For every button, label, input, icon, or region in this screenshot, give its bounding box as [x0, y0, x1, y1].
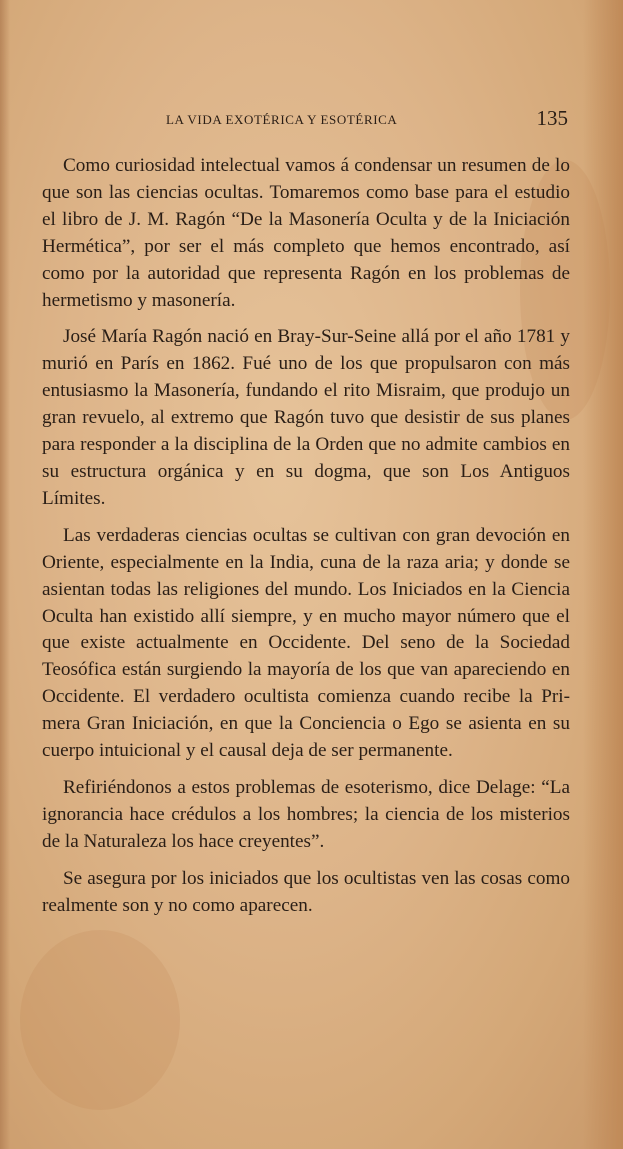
paragraph: Como curiosidad intelectual vamos á condensar un resumen de lo que son las ciencias ocultas. Tomaremos como base para el estudio el libro de J. M. Ragón “De la Masonería Oculta y de la Iniciación Hermética”, por ser el más completo que hemos encontrado, así como por la autoridad que representa Ragón en los problemas de hermetismo y masonería.	[42, 155, 570, 311]
running-head	[60, 104, 570, 130]
paragraph: Las verdaderas ciencias ocultas se cultivan con gran devoción en Oriente, especialmente en la India, cuna de la raza aria; y donde se asientan todas las religiones del mundo. Los Iniciados en la Ciencia Oculta han existido allí siempre, y en mucho mayor número que el que existe actualmente en Occidente. Del seno de la Sociedad Teosófica están surgiendo la mayoría de los que van apareciendo en Occidente. El verdadero ocultista comienza cuando recibe la Primera Gran Iniciación, en que la Conciencia o Ego se asienta en su cuerpo intuicional y el causal deja de ser permanente.	[42, 524, 570, 762]
page-number: 135	[536, 106, 568, 130]
page-edge-left	[0, 0, 10, 1149]
page-edge-right	[583, 0, 623, 1149]
paragraph: Se asegura por los iniciados que los ocultistas ven las cosas como realmente son y no como aparecen.	[42, 867, 570, 916]
paragraph: Refiriéndonos a estos problemas de esoterismo, dice Delage: “La ignorancia hace crédulos a los hombres; la ciencia de los misterios de la Naturaleza los hace creyentes”.	[42, 776, 570, 852]
running-head-title: LA VIDA EXOTÉRICA Y ESOTÉRICA	[166, 112, 398, 127]
body-text	[42, 153, 570, 929]
paragraph: José María Ragón nació en Bray-Sur-Seine allá por el año 1781 y murió en París en 1862. Fué uno de los que propulsaron con más entusiasmo la Masonería, fundando el rito Misraim, que produjo un gran revuelo, al extremo que Ragón tuvo que desistir de sus planes para responder a la disciplina de la Orden que no admite cambios en su estructura orgánica y en su dogma, que son Los Antiguos Límites.	[42, 326, 570, 509]
paper-stain	[20, 930, 180, 1110]
